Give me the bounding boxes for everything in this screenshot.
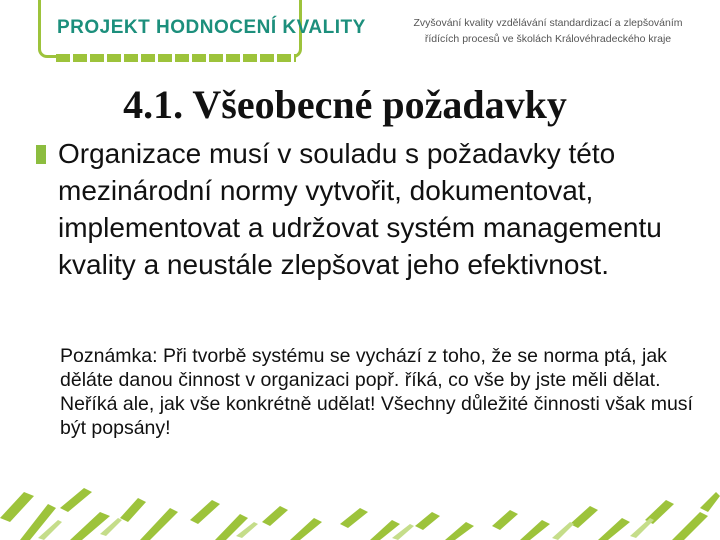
footer-decoration <box>0 478 720 540</box>
slide-header <box>0 0 720 70</box>
tagline-line-2: řídících procesů ve školách Královéhradeckého kraje <box>424 33 672 45</box>
header-tagline <box>398 15 698 47</box>
tagline-line-1: Zvyšování kvality vzdělávání standardizací a zlepšováním <box>413 17 683 29</box>
logo-underbar <box>56 54 296 62</box>
project-logo <box>38 0 366 58</box>
note-text: Poznámka: Při tvorbě systému se vychází z toho, že se norma ptá, jak děláte danou činnost v organizaci popř. říká, co vše by jste měli dělat. Neříká ale, jak vše konkrétně udělat! Všechny důležité činnosti však musí být popsány! <box>60 345 693 439</box>
bullet-text: Organizace musí v souladu s požadavky této mezinárodní normy vytvořit, dokumentovat, implementovat a udržovat systém managementu kvality a neustále zlepšovat jeho efektivnost. <box>58 138 662 280</box>
bullet-square-icon <box>36 145 46 164</box>
slide-title: 4.1. Všeobecné požadavky <box>123 82 567 127</box>
logo-text: PROJEKT HODNOCENÍ KVALITY <box>57 17 366 38</box>
